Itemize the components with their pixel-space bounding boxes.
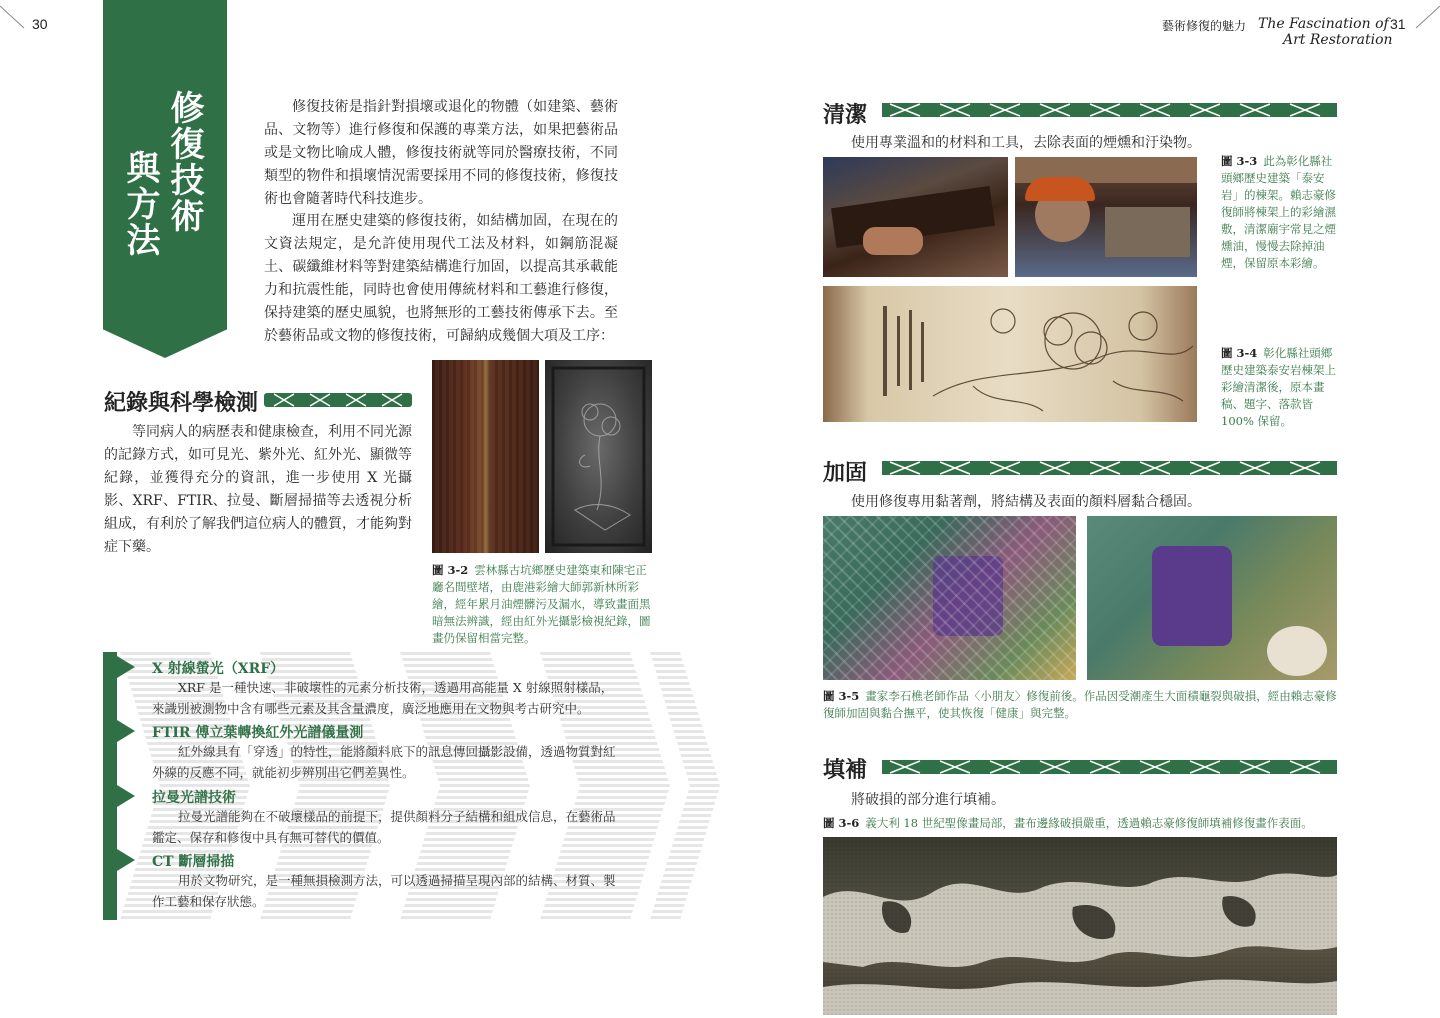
title-column-2: 與方法	[120, 150, 160, 258]
cleaning-paragraph: 使用專業溫和的材料和工具，去除表面的煙燻和汙染物。	[851, 135, 1201, 151]
heading-deco-consolidation	[882, 461, 1337, 475]
figure-3-3-photo-beam	[823, 157, 1008, 277]
script-title-line1: The Fascination of	[1258, 16, 1389, 32]
techniques-side-bar	[103, 652, 117, 920]
page-number-right: 31	[1390, 16, 1406, 32]
record-heading: 紀錄與科學檢測	[104, 390, 259, 416]
technique-title-ct: CT 斷層掃描	[152, 854, 235, 870]
figure-3-5-photo-after	[1087, 516, 1337, 680]
figure-3-2-infrared-photo	[545, 360, 652, 553]
filling-heading: 填補	[823, 757, 868, 783]
figure-3-6-label: 圖 3-6	[823, 816, 860, 830]
figure-3-5-text: 畫家李石樵老師作品〈小朋友〉修復前後。作品因受潮產生大面積龜裂與破損，經由賴志豪修復師加固與黏合撫平，使其恢復「健康」與完整。	[823, 689, 1337, 720]
figure-3-6-photo-canvas	[823, 837, 1337, 1015]
technique-desc-raman: 拉曼光譜能夠在不破壞樣品的前提下，提供顏料分子結構和組成信息，在藝術品鑑定、保存和修復中具有無可替代的價值。	[152, 809, 616, 845]
figure-3-6-caption	[823, 815, 1339, 832]
figure-3-4-label: 圖 3-4	[1221, 346, 1258, 360]
page-corner-left	[0, 0, 30, 30]
consolidation-heading: 加固	[823, 460, 868, 486]
filling-paragraph: 將破損的部分進行填補。	[851, 792, 1005, 808]
figure-3-3-caption	[1221, 153, 1339, 272]
figure-3-2-visible-light-photo	[432, 360, 539, 553]
technique-title-raman: 拉曼光譜技術	[152, 790, 236, 806]
bullet-arrow-icon	[117, 849, 135, 871]
figure-3-2-text: 雲林縣古坑鄉歷史建築東和陳宅正廳名間壁堵，由鹿港彩繪大師郭新林所彩繪，經年累月油煙髒污及漏水，導致畫面黑暗無法辨識，經由紅外光攝影檢視紀錄，圖畫仍保留相當完整。	[432, 563, 651, 645]
figure-3-3-photo-restorer	[1015, 157, 1197, 277]
heading-deco-filling	[882, 760, 1337, 774]
bullet-arrow-icon	[117, 656, 135, 678]
figure-3-4-photo-painting	[823, 286, 1197, 422]
page-corner-right	[1410, 0, 1440, 30]
technique-desc-ftir: 紅外線具有「穿透」的特性，能將顏料底下的訊息傳回攝影設備，透過物質對紅外線的反應不同，就能初步辨別出它們差異性。	[152, 744, 616, 780]
figure-3-2-caption	[432, 562, 654, 647]
title-column-1: 修復技術	[164, 90, 204, 234]
figure-3-4-text: 彰化縣社頭鄉歷史建築泰安岩棟架上彩繪清潔後，原本畫稿、題字、落款皆 100% 保留。	[1221, 346, 1336, 428]
figure-3-5-photo-before	[823, 516, 1076, 680]
technique-desc-ct: 用於文物研究，是一種無損檢測方法，可以透過掃描呈現內部的結構、材質、製作工藝和保存狀態。	[152, 873, 616, 909]
heading-deco-record	[264, 393, 412, 407]
heading-deco-cleaning	[882, 103, 1337, 117]
record-paragraph: 等同病人的病歷表和健康檢查，利用不同光源的記錄方式，如可見光、紫外光、紅外光、顯微等紀錄，並獲得充分的資訊，進一步使用 X 光攝影、XRF、FTIR、拉曼、斷層掃描等去透視分析組成，有利於了解我們這位病人的體質，才能夠對症下藥。	[104, 424, 412, 555]
figure-3-5-caption	[823, 688, 1339, 722]
bullet-arrow-icon	[117, 785, 135, 807]
technique-desc-xrf: XRF 是一種快速、非破壞性的元素分析技術，透過用高能量 X 射線照射樣品，來識別被測物中含有哪些元素及其含量濃度，廣泛地應用在文物與考古研究中。	[152, 680, 614, 716]
intro-paragraph-2: 運用在歷史建築的修復技術，如結構加固，在現在的文資法規定，是允許使用現代工法及材料，如鋼筋混凝土、碳纖維材料等對建築結構進行加固，以提高其承載能力和抗震性能，同時也會使用傳統材料和工藝進行修復，保持建築的歷史風貌，也將無形的工藝技術傳承下去。至於藝術品或文物的修復技術，可歸納成幾個大項及工序：	[264, 213, 618, 344]
figure-3-4-caption	[1221, 345, 1339, 430]
figure-3-5-label: 圖 3-5	[823, 689, 860, 703]
technique-title-ftir: FTIR 傅立葉轉換紅外光譜儀量測	[152, 725, 364, 741]
figure-3-3-text: 此為彰化縣社頭鄉歷史建築「泰安岩」的棟架。賴志豪修復師將棟架上的彩繪濕敷，清潔廟宇常見之煙燻油，慢慢去除掉油煙，保留原本彩繪。	[1221, 154, 1336, 270]
page-number-left: 30	[32, 16, 48, 32]
script-title-line2: Art Restoration	[1283, 32, 1393, 48]
consolidation-paragraph: 使用修復專用黏著劑，將結構及表面的顏料層黏合穩固。	[851, 494, 1201, 510]
figure-3-3-label: 圖 3-3	[1221, 154, 1258, 168]
intro-paragraph-1: 修復技術是指針對損壞或退化的物體（如建築、藝術品、文物等）進行修復和保護的專業方法，如果把藝術品或是文物比喻成人體，修復技術就等同於醫療技術，不同類型的物件和損壞情況需要採用不同的修復技術，修復技術也會隨著時代科技進步。	[264, 99, 618, 207]
bullet-arrow-icon	[117, 720, 135, 742]
figure-3-6-text: 義大利 18 世紀聖像畫局部，畫布邊緣破損嚴重，透過賴志豪修復師填補修復畫作表面。	[865, 816, 1313, 830]
cleaning-heading: 清潔	[823, 102, 868, 128]
figure-3-2-label: 圖 3-2	[432, 563, 469, 577]
technique-title-xrf: X 射線螢光（XRF）	[152, 661, 285, 677]
running-title: 藝術修復的魅力	[1162, 19, 1247, 33]
